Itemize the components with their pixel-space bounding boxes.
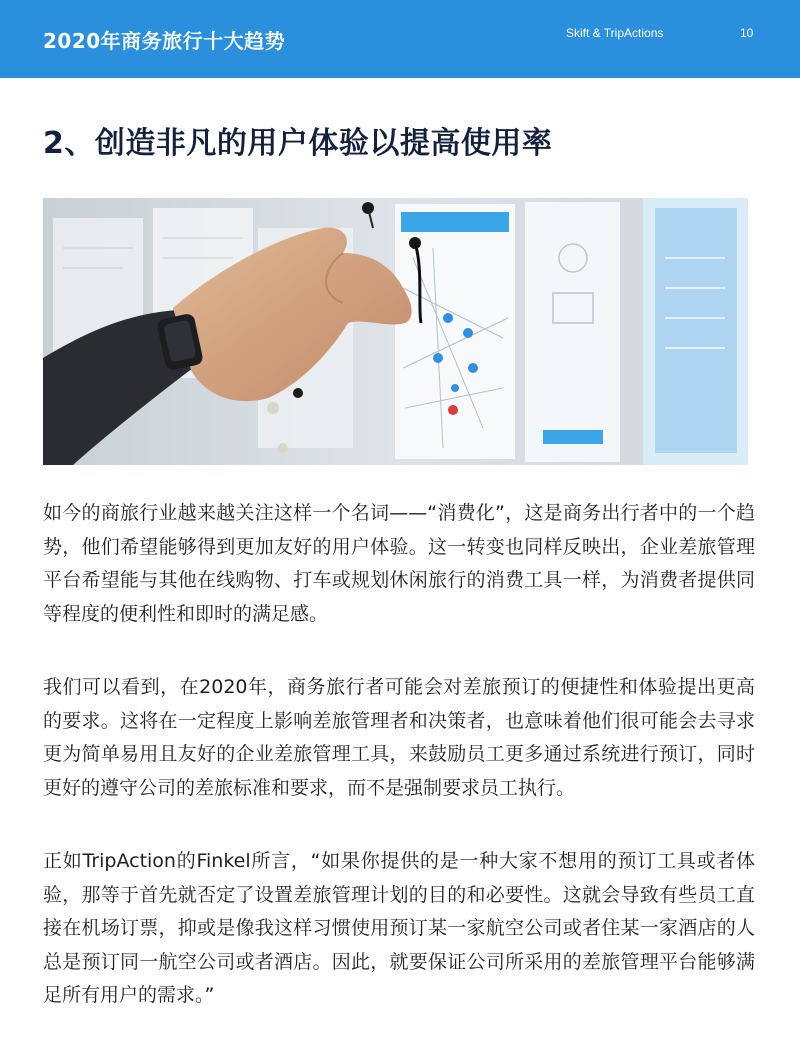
page-number: 10: [740, 26, 754, 40]
hand-pinning-wireframes-photo: [43, 198, 748, 465]
photo-illustration: [43, 198, 748, 465]
paragraph: 正如TripAction的Finkel所言，“如果你提供的是一种大家不想用的预订工具或者体验，那等于首先就否定了设置差旅管理计划的目的和必要性。这就会导致有些员工直接在机场订票，抑或是像我这样习惯使用预订某一家航空公司或者住某一家酒店的人总是预订同一航空公司或者酒店。因此，就要保证公司所采用的差旅管理平台能够满足所有用户的需求。”: [43, 850, 755, 1006]
paragraph: 如今的商旅行业越来越关注这样一个名词——“消费化”，这是商务出行者中的一个趋势，他们希望能够得到更加友好的用户体验。这一转变也同样反映出，企业差旅管理平台希望能与其他在线购物、打车或规划休闲旅行的消费工具一样，为消费者提供同等程度的便利性和即时的满足感。: [43, 502, 755, 625]
page-header: [0, 0, 800, 78]
section-heading: 2、创造非凡的用户体验以提高使用率: [43, 126, 553, 161]
article-body: [43, 497, 755, 1053]
paragraph: 我们可以看到，在2020年，商务旅行者可能会对差旅预订的便捷性和体验提出更高的要求。这将在一定程度上影响差旅管理者和决策者，也意味着他们很可能会去寻求更为简单易用且友好的企业差旅管理工具，来鼓励员工更多通过系统进行预订，同时更好的遵守公司的差旅标准和要求，而不是强制要求员工执行。: [43, 676, 755, 799]
report-source: Skift & TripActions: [566, 26, 664, 40]
report-title: 2020年商务旅行十大趋势: [43, 29, 286, 53]
